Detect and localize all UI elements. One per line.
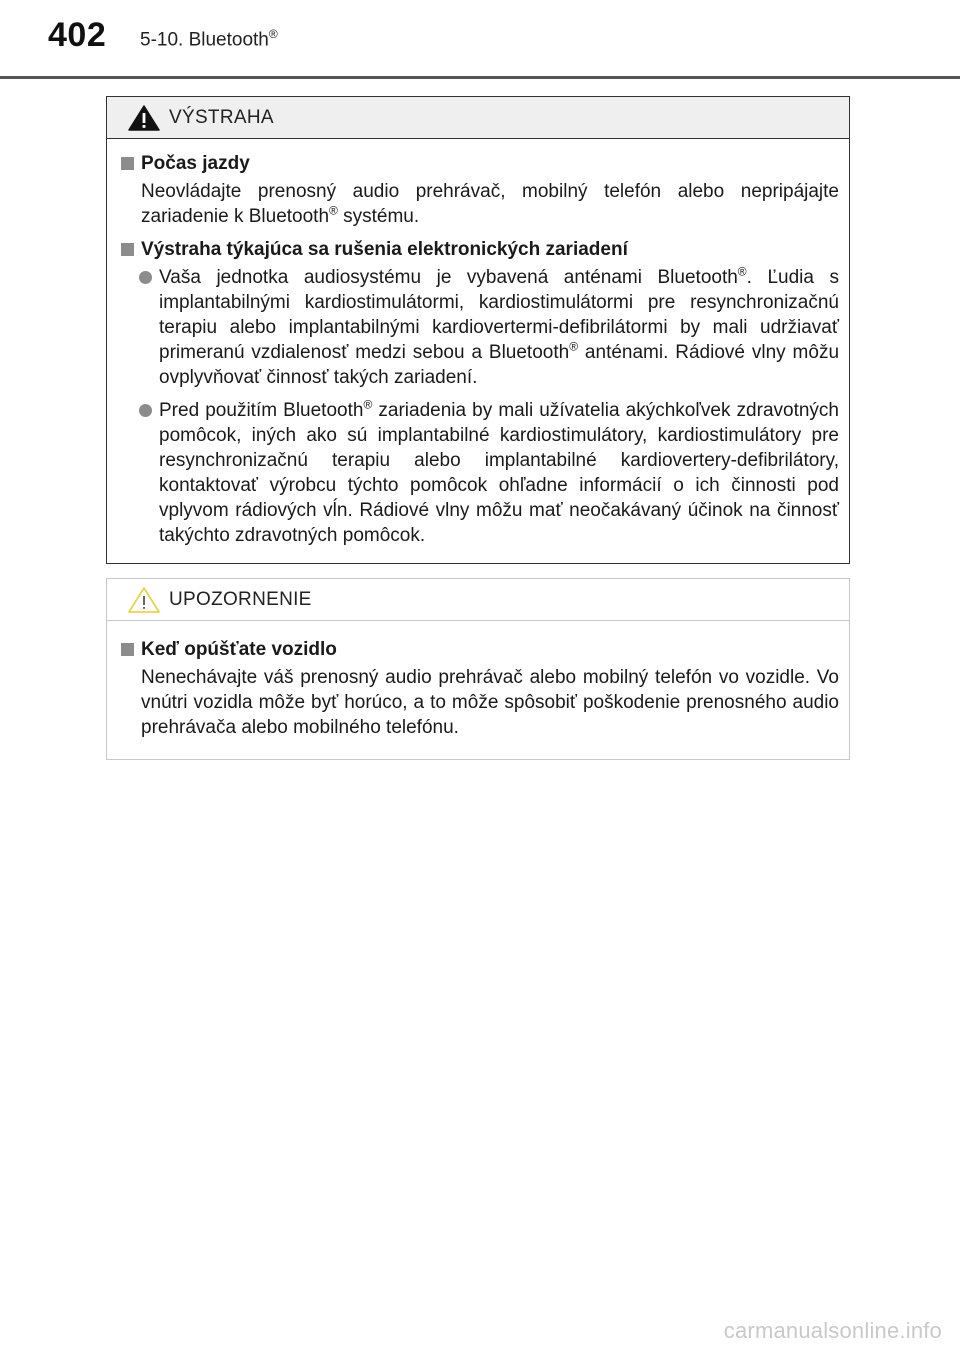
- section-title-registered-mark: ®: [268, 27, 278, 41]
- round-bullet-icon: [139, 404, 152, 417]
- list-item-text: anténami. Rádiové vlny môžu ovplyvňovať činnosť takých zariadení.: [159, 342, 840, 388]
- caution-box-body: [107, 621, 849, 740]
- warning-triangle-filled-icon: [127, 104, 161, 132]
- square-bullet-icon: [121, 643, 134, 656]
- page-header: [0, 0, 960, 80]
- header-rule: [0, 76, 960, 79]
- page-number: 402: [48, 16, 107, 54]
- square-bullet-icon: [121, 243, 134, 256]
- section-heading-leaving-vehicle: [117, 637, 839, 663]
- section-heading-interference: [117, 237, 839, 263]
- list-item-text: . Ľudia s implantabilnými kardiostimulátormi, kardiostimulátormi pre resynchronizačnú terapiu alebo implantabilnými kardiovertermi-defibrilátormi by mali udržiavať primeranú vzdialenosť medzi sebou a Bluetooth: [159, 267, 839, 363]
- section-paragraph: [117, 179, 839, 229]
- section-heading-text: Počas jazdy: [141, 153, 250, 174]
- warning-box-header: [107, 97, 849, 139]
- section-paragraph: Nenechávajte váš prenosný audio prehrávač alebo mobilný telefón vo vozidle. Vo vnútri vozidla môže byť horúco, a to môže spôsobiť poškodenie prenosného audio prehrávača alebo mobilného telefónu.: [141, 667, 839, 738]
- caution-box-label: UPOZORNENIE: [169, 589, 312, 610]
- list-item: [117, 398, 839, 548]
- warning-box: [106, 96, 850, 564]
- list-item-text: Vaša jednotka audiosystému je vybavená anténami Bluetooth: [159, 267, 738, 288]
- warning-box-body: [107, 139, 849, 548]
- paragraph-text: Neovládajte prenosný audio prehrávač, mobilný telefón alebo nepripájajte zariadenie k Bluetooth: [141, 181, 839, 227]
- caution-triangle-outline-icon: [127, 586, 161, 614]
- list-item-text: zariadenia by mali užívatelia akýchkoľvek zdravotných pomôcok, iných ako sú implantabilné kardiostimulátory, kardiostimulátory pre resynchronizačnú terapiu alebo implantabilné kardiovertery-defibrilátory, kontaktovať výrobcu týchto pomôcok ohľadne informácií o ich činnosti pod vplyvom rádiových vĺn. Rádiové vlny môžu mať neočakávaný účinok na činnosť takýchto zdravotných pomôcok.: [159, 400, 839, 546]
- warning-box-label: VÝSTRAHA: [169, 107, 274, 128]
- caution-box-header: [107, 579, 849, 621]
- section-title: [140, 27, 278, 51]
- list-item-text: Pred použitím Bluetooth: [159, 400, 364, 421]
- registered-mark: ®: [363, 397, 373, 412]
- square-bullet-icon: [121, 157, 134, 170]
- round-bullet-icon: [139, 271, 152, 284]
- registered-mark: ®: [737, 264, 747, 279]
- paragraph-text: systému.: [337, 206, 420, 227]
- registered-mark: ®: [329, 203, 338, 218]
- caution-box: [106, 578, 850, 760]
- section-heading-text: Keď opúšťate vozidlo: [141, 639, 337, 660]
- list-item: [117, 265, 839, 390]
- watermark: carmanualsonline.info: [723, 1318, 942, 1343]
- registered-mark: ®: [569, 339, 579, 354]
- section-heading-while-driving: [117, 151, 839, 177]
- section-title-text: 5-10. Bluetooth: [140, 29, 269, 51]
- section-heading-text: Výstraha týkajúca sa rušenia elektronických zariadení: [141, 239, 628, 260]
